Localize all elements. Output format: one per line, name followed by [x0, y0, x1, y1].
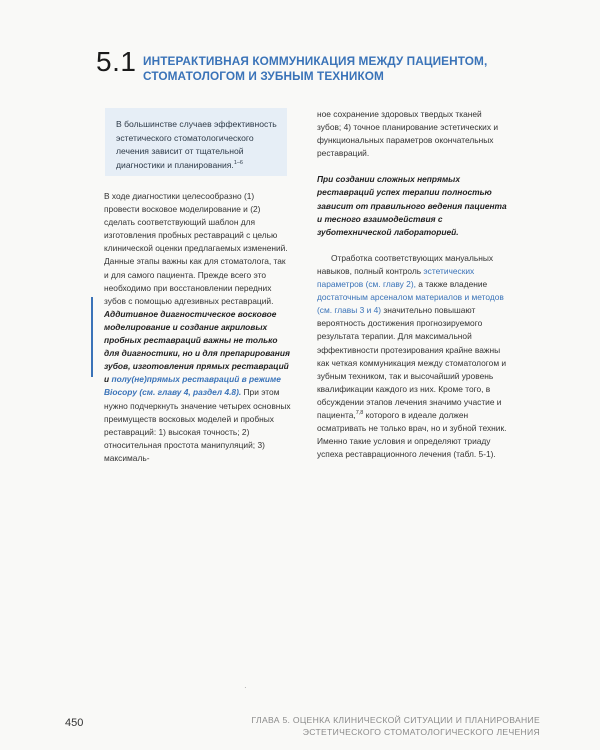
right-bold-paragraph: При создании сложных непрямых реставраций успех терапии полностью зависит от правильного ведения пациента и тесного взаимодействия с зуботехнической лабораторией.: [317, 174, 507, 237]
page-number: 450: [65, 717, 84, 729]
right-paragraph-1: ное сохранение здоровых твердых тканей зубов; 4) точное планирование эстетических и функциональных параметров окончательных реставраций.: [317, 109, 499, 159]
left-text-1: В ходе диагностики целесообразно (1) провести восковое моделирование и (2) сделать соответствующий шаблон для изготовления пробных реставраций с целью клинической оценки предлагаемых изменений. Данные этапы важны как для стоматолога, так и для самого пациента. Прежде всего это необходимо при восстановлении передних зубов с помощью адгезивных реставраций.: [104, 191, 288, 306]
left-column: [104, 190, 292, 465]
callout-body: В большинстве случаев эффективность эстетического стоматологического лечения зависит от тщательной диагностики и планирования.: [116, 119, 277, 170]
left-bold-text: Аддитивное диагностическое восковое моделирование и создание акриловых пробных реставраций важны не только для диагностики, но и для препарирования зубов, изготовления прямых реставраций и: [104, 308, 290, 385]
right-text-c: значительно повышают вероятность достижения прогнозируемого результата терапии. Для максимальной эффективности протезирования крайне важны как четкая коммуникация между стоматологом и зубным техником, так и высочайший уровень квалификации каждого из них. Кроме того, в обсуждении этапов лечения значимо участие и пациента,: [317, 305, 507, 420]
right-column: [317, 108, 507, 461]
callout-ref: 1–6: [233, 159, 243, 166]
center-mark: ·: [244, 683, 247, 692]
right-text-d: которого в идеале должен осматривать не только врач, но и зубной техник. Именно такие условия и определяют триаду успеха реставрационного лечения (табл. 5-1).: [317, 409, 507, 460]
biocopy-link[interactable]: полу(не)прямых реставраций в режиме Biocopy (см. главу 4, раздел 4.8).: [104, 374, 281, 398]
right-paragraph-3: [317, 252, 507, 462]
right-ref: 7,8: [355, 410, 364, 417]
materials-methods-link[interactable]: достаточным арсеналом материалов и методов (см. главы 3 и 4): [317, 292, 504, 316]
emphasis-bar: [91, 297, 93, 377]
section-number: 5.1: [96, 46, 137, 77]
right-text-b: а также владение: [418, 279, 488, 290]
aesthetic-params-link[interactable]: эстетических параметров (см. главу 2),: [317, 265, 475, 290]
section-title: ИНТЕРАКТИВНАЯ КОММУНИКАЦИЯ МЕЖДУ ПАЦИЕНТОМ, СТОМАТОЛОГОМ И ЗУБНЫМ ТЕХНИКОМ: [143, 54, 488, 83]
callout-text: [116, 118, 281, 172]
left-paragraph: [104, 190, 292, 465]
right-text-a: Отработка соответствующих мануальных навыков, полный контроль: [317, 252, 494, 276]
chapter-running-title: ГЛАВА 5. ОЦЕНКА КЛИНИЧЕСКОЙ СИТУАЦИИ И ПЛАНИРОВАНИЕ ЭСТЕТИЧЕСКОГО СТОМАТОЛОГИЧЕСКОГО ЛЕЧЕНИЯ: [251, 715, 540, 737]
left-text-tail: При этом нужно подчеркнуть значение четырех основных преимуществ восковых моделей и пробных реставраций: 1) высокая точность; 2) относительная простота манипуляций; 3) максималь-: [104, 387, 291, 463]
